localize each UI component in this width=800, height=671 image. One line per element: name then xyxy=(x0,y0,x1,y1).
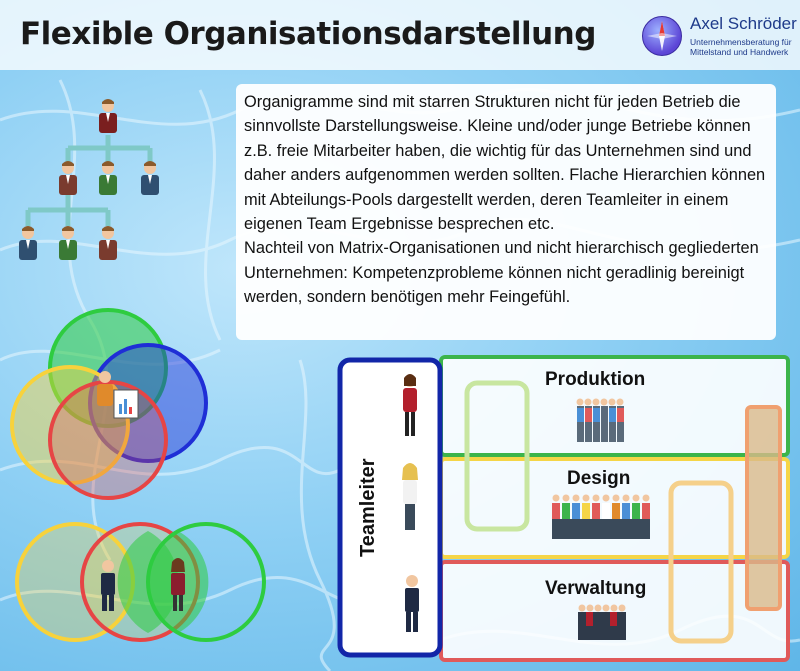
page-title: Flexible Organisationsdarstellung xyxy=(20,16,596,52)
description-paragraph-1: Organigramme sind mit starren Strukturen nicht für jeden Betrieb die sinnvollste Darstellungsweise. Kleine und/oder junge Betriebe können z.B. freie Mitarbeiter haben, die wichtig für das Unternehmen sind und daher anders aufgenommen werden sollten. Flache Hierarchien können mit Abteilungs-Pools dargestellt werden, deren Teamleiter in einem eigenen Team Ergebnisse besprechen etc. xyxy=(244,93,766,234)
logo-name: Axel Schröder xyxy=(690,14,797,33)
logo-tagline: Unternehmensberatung für Mittelstand und Handwerk xyxy=(690,37,792,57)
department-label-design: Design xyxy=(567,468,631,489)
teamleiter-label: Teamleiter xyxy=(357,458,379,557)
teamleiter-box xyxy=(340,360,440,655)
department-label-verwaltung: Verwaltung xyxy=(545,578,647,599)
project-pool-brown xyxy=(747,407,780,609)
description-paragraph-2: Nachteil von Matrix-Organisationen und nicht hierarchisch gegliederten Unternehmen: Kompetenzprobleme können nicht geradlinig bereinigt werden, sondern benötigen mehr Feingefühl. xyxy=(244,239,759,307)
department-label-produktion: Produktion xyxy=(545,369,646,390)
